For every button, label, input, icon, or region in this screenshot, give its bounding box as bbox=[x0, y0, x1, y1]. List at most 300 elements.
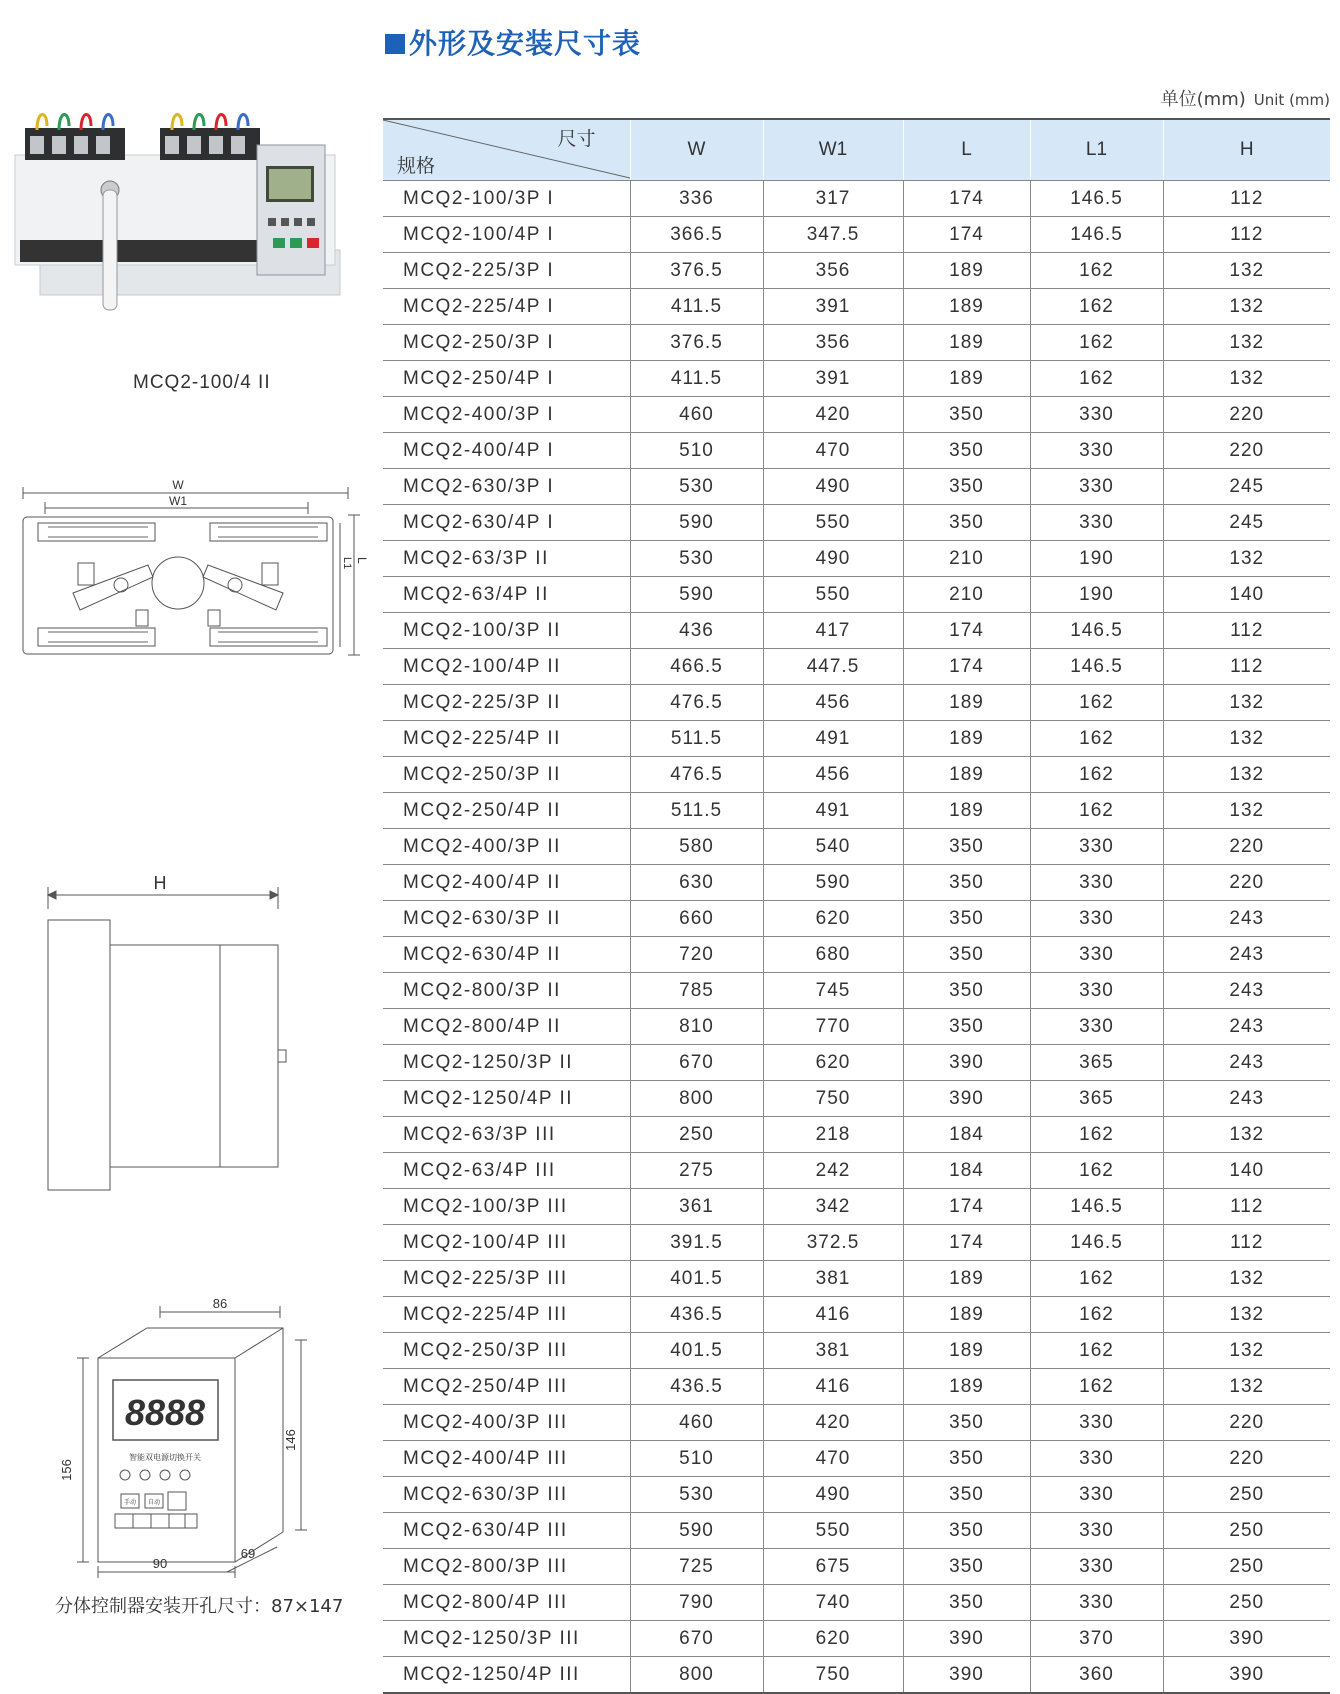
value-cell: 490 bbox=[763, 469, 903, 505]
table-row bbox=[383, 1189, 1330, 1225]
page-title-text: 外形及安装尺寸表 bbox=[409, 27, 642, 60]
table-row bbox=[383, 505, 1330, 541]
value-cell: 447.5 bbox=[763, 649, 903, 685]
value-cell: 184 bbox=[903, 1117, 1030, 1153]
model-cell: MCQ2-250/4P I bbox=[383, 361, 630, 397]
value-cell: 243 bbox=[1163, 901, 1330, 937]
value-cell: 132 bbox=[1163, 289, 1330, 325]
value-cell: 470 bbox=[763, 1441, 903, 1477]
value-cell: 330 bbox=[1030, 901, 1163, 937]
table-row bbox=[383, 397, 1330, 433]
value-cell: 390 bbox=[903, 1657, 1030, 1694]
value-cell: 189 bbox=[903, 685, 1030, 721]
value-cell: 189 bbox=[903, 1261, 1030, 1297]
table-row bbox=[383, 613, 1330, 649]
value-cell: 411.5 bbox=[630, 289, 763, 325]
value-cell: 243 bbox=[1163, 973, 1330, 1009]
col-header-l: L bbox=[903, 119, 1030, 181]
value-cell: 189 bbox=[903, 253, 1030, 289]
value-cell: 350 bbox=[903, 505, 1030, 541]
value-cell: 660 bbox=[630, 901, 763, 937]
value-cell: 490 bbox=[763, 541, 903, 577]
value-cell: 220 bbox=[1163, 1405, 1330, 1441]
model-cell: MCQ2-63/4P II bbox=[383, 577, 630, 613]
value-cell: 242 bbox=[763, 1153, 903, 1189]
value-cell: 620 bbox=[763, 901, 903, 937]
value-cell: 243 bbox=[1163, 1081, 1330, 1117]
table-row bbox=[383, 1081, 1330, 1117]
table-row bbox=[383, 901, 1330, 937]
value-cell: 356 bbox=[763, 325, 903, 361]
value-cell: 317 bbox=[763, 181, 903, 217]
value-cell: 220 bbox=[1163, 829, 1330, 865]
value-cell: 550 bbox=[763, 505, 903, 541]
table-row bbox=[383, 577, 1330, 613]
header-dim-label: 尺寸 bbox=[557, 128, 596, 150]
model-cell: MCQ2-63/3P II bbox=[383, 541, 630, 577]
value-cell: 132 bbox=[1163, 721, 1330, 757]
model-cell: MCQ2-100/3P II bbox=[383, 613, 630, 649]
value-cell: 785 bbox=[630, 973, 763, 1009]
cutout-caption: 分体控制器安装开孔尺寸：87×147 bbox=[55, 1596, 344, 1617]
model-cell: MCQ2-800/4P III bbox=[383, 1585, 630, 1621]
value-cell: 750 bbox=[763, 1657, 903, 1694]
table-row bbox=[383, 1621, 1330, 1657]
value-cell: 330 bbox=[1030, 469, 1163, 505]
value-cell: 720 bbox=[630, 937, 763, 973]
value-cell: 146.5 bbox=[1030, 649, 1163, 685]
value-cell: 381 bbox=[763, 1333, 903, 1369]
model-cell: MCQ2-800/4P II bbox=[383, 1009, 630, 1045]
value-cell: 250 bbox=[1163, 1585, 1330, 1621]
table-row bbox=[383, 433, 1330, 469]
side-view-drawing bbox=[40, 875, 290, 1195]
value-cell: 456 bbox=[763, 685, 903, 721]
table-row bbox=[383, 793, 1330, 829]
value-cell: 162 bbox=[1030, 361, 1163, 397]
value-cell: 350 bbox=[903, 1513, 1030, 1549]
value-cell: 250 bbox=[630, 1117, 763, 1153]
value-cell: 436 bbox=[630, 613, 763, 649]
value-cell: 330 bbox=[1030, 1405, 1163, 1441]
value-cell: 330 bbox=[1030, 1441, 1163, 1477]
value-cell: 162 bbox=[1030, 1261, 1163, 1297]
value-cell: 146.5 bbox=[1030, 613, 1163, 649]
value-cell: 411.5 bbox=[630, 361, 763, 397]
value-cell: 350 bbox=[903, 1477, 1030, 1513]
table-row bbox=[383, 1261, 1330, 1297]
value-cell: 162 bbox=[1030, 685, 1163, 721]
model-cell: MCQ2-225/3P II bbox=[383, 685, 630, 721]
value-cell: 330 bbox=[1030, 1009, 1163, 1045]
table-row bbox=[383, 649, 1330, 685]
value-cell: 350 bbox=[903, 469, 1030, 505]
value-cell: 132 bbox=[1163, 1261, 1330, 1297]
value-cell: 330 bbox=[1030, 505, 1163, 541]
value-cell: 132 bbox=[1163, 1297, 1330, 1333]
model-cell: MCQ2-100/3P III bbox=[383, 1189, 630, 1225]
model-cell: MCQ2-250/4P III bbox=[383, 1369, 630, 1405]
value-cell: 146.5 bbox=[1030, 1225, 1163, 1261]
value-cell: 740 bbox=[763, 1585, 903, 1621]
value-cell: 725 bbox=[630, 1549, 763, 1585]
model-cell: MCQ2-225/3P I bbox=[383, 253, 630, 289]
value-cell: 162 bbox=[1030, 1153, 1163, 1189]
model-cell: MCQ2-250/4P II bbox=[383, 793, 630, 829]
col-header-w1: W1 bbox=[763, 119, 903, 181]
value-cell: 330 bbox=[1030, 829, 1163, 865]
controller-panel-text: 智能双电源切换开关 bbox=[129, 1453, 201, 1462]
dimension-table bbox=[383, 118, 1330, 1694]
value-cell: 132 bbox=[1163, 325, 1330, 361]
value-cell: 391 bbox=[763, 289, 903, 325]
value-cell: 347.5 bbox=[763, 217, 903, 253]
dim-bottom: 90 bbox=[152, 1556, 168, 1571]
value-cell: 243 bbox=[1163, 1045, 1330, 1081]
value-cell: 184 bbox=[903, 1153, 1030, 1189]
table-row bbox=[383, 1441, 1330, 1477]
value-cell: 460 bbox=[630, 397, 763, 433]
value-cell: 162 bbox=[1030, 289, 1163, 325]
model-cell: MCQ2-250/3P I bbox=[383, 325, 630, 361]
value-cell: 162 bbox=[1030, 1333, 1163, 1369]
model-cell: MCQ2-250/3P III bbox=[383, 1333, 630, 1369]
model-cell: MCQ2-400/3P I bbox=[383, 397, 630, 433]
value-cell: 420 bbox=[763, 397, 903, 433]
value-cell: 356 bbox=[763, 253, 903, 289]
unit-note bbox=[1161, 85, 1330, 111]
value-cell: 342 bbox=[763, 1189, 903, 1225]
value-cell: 112 bbox=[1163, 1225, 1330, 1261]
model-cell: MCQ2-1250/3P III bbox=[383, 1621, 630, 1657]
value-cell: 350 bbox=[903, 1441, 1030, 1477]
value-cell: 800 bbox=[630, 1081, 763, 1117]
value-cell: 220 bbox=[1163, 433, 1330, 469]
table-row bbox=[383, 1153, 1330, 1189]
value-cell: 365 bbox=[1030, 1081, 1163, 1117]
value-cell: 350 bbox=[903, 973, 1030, 1009]
value-cell: 330 bbox=[1030, 397, 1163, 433]
value-cell: 162 bbox=[1030, 1297, 1163, 1333]
value-cell: 174 bbox=[903, 181, 1030, 217]
value-cell: 174 bbox=[903, 217, 1030, 253]
model-cell: MCQ2-225/3P III bbox=[383, 1261, 630, 1297]
value-cell: 416 bbox=[763, 1297, 903, 1333]
model-cell: MCQ2-630/4P II bbox=[383, 937, 630, 973]
model-cell: MCQ2-100/4P II bbox=[383, 649, 630, 685]
model-cell: MCQ2-630/4P III bbox=[383, 1513, 630, 1549]
value-cell: 162 bbox=[1030, 721, 1163, 757]
value-cell: 540 bbox=[763, 829, 903, 865]
value-cell: 390 bbox=[903, 1045, 1030, 1081]
side-h-label: H bbox=[153, 873, 167, 893]
value-cell: 390 bbox=[1163, 1657, 1330, 1694]
value-cell: 112 bbox=[1163, 181, 1330, 217]
value-cell: 417 bbox=[763, 613, 903, 649]
model-cell: MCQ2-400/3P III bbox=[383, 1405, 630, 1441]
table-row bbox=[383, 1297, 1330, 1333]
value-cell: 580 bbox=[630, 829, 763, 865]
value-cell: 390 bbox=[903, 1081, 1030, 1117]
value-cell: 132 bbox=[1163, 793, 1330, 829]
value-cell: 330 bbox=[1030, 937, 1163, 973]
value-cell: 330 bbox=[1030, 433, 1163, 469]
dim-right: 146 bbox=[283, 1429, 298, 1451]
value-cell: 162 bbox=[1030, 1117, 1163, 1153]
value-cell: 620 bbox=[763, 1045, 903, 1081]
value-cell: 330 bbox=[1030, 1513, 1163, 1549]
value-cell: 360 bbox=[1030, 1657, 1163, 1694]
value-cell: 132 bbox=[1163, 253, 1330, 289]
controller-drawing bbox=[55, 1296, 315, 1571]
model-cell: MCQ2-800/3P III bbox=[383, 1549, 630, 1585]
model-cell: MCQ2-400/4P III bbox=[383, 1441, 630, 1477]
unit-en: Unit (mm) bbox=[1253, 91, 1330, 109]
model-cell: MCQ2-400/4P II bbox=[383, 865, 630, 901]
value-cell: 620 bbox=[763, 1621, 903, 1657]
front-w-label: W bbox=[172, 478, 184, 492]
value-cell: 330 bbox=[1030, 865, 1163, 901]
value-cell: 350 bbox=[903, 1009, 1030, 1045]
model-cell: MCQ2-100/3P I bbox=[383, 181, 630, 217]
value-cell: 162 bbox=[1030, 325, 1163, 361]
table-row bbox=[383, 1045, 1330, 1081]
value-cell: 112 bbox=[1163, 217, 1330, 253]
value-cell: 189 bbox=[903, 757, 1030, 793]
value-cell: 675 bbox=[763, 1549, 903, 1585]
value-cell: 550 bbox=[763, 577, 903, 613]
value-cell: 350 bbox=[903, 829, 1030, 865]
value-cell: 401.5 bbox=[630, 1261, 763, 1297]
value-cell: 132 bbox=[1163, 1333, 1330, 1369]
value-cell: 401.5 bbox=[630, 1333, 763, 1369]
model-cell: MCQ2-225/4P III bbox=[383, 1297, 630, 1333]
dim-top: 86 bbox=[212, 1296, 228, 1311]
model-cell: MCQ2-630/4P I bbox=[383, 505, 630, 541]
value-cell: 466.5 bbox=[630, 649, 763, 685]
value-cell: 790 bbox=[630, 1585, 763, 1621]
model-cell: MCQ2-225/4P II bbox=[383, 721, 630, 757]
value-cell: 376.5 bbox=[630, 325, 763, 361]
value-cell: 590 bbox=[630, 577, 763, 613]
value-cell: 146.5 bbox=[1030, 181, 1163, 217]
model-cell: MCQ2-400/4P I bbox=[383, 433, 630, 469]
model-cell: MCQ2-630/3P II bbox=[383, 901, 630, 937]
value-cell: 370 bbox=[1030, 1621, 1163, 1657]
table-row bbox=[383, 1405, 1330, 1441]
value-cell: 220 bbox=[1163, 397, 1330, 433]
value-cell: 189 bbox=[903, 1297, 1030, 1333]
header-diagonal-cell bbox=[383, 119, 630, 181]
table-row bbox=[383, 1117, 1330, 1153]
table-row bbox=[383, 361, 1330, 397]
model-cell: MCQ2-400/3P II bbox=[383, 829, 630, 865]
model-cell: MCQ2-100/4P III bbox=[383, 1225, 630, 1261]
value-cell: 189 bbox=[903, 361, 1030, 397]
table-row bbox=[383, 325, 1330, 361]
value-cell: 210 bbox=[903, 577, 1030, 613]
table-row bbox=[383, 1657, 1330, 1694]
value-cell: 112 bbox=[1163, 613, 1330, 649]
value-cell: 510 bbox=[630, 433, 763, 469]
value-cell: 350 bbox=[903, 433, 1030, 469]
product-caption: MCQ2-100/4 II bbox=[133, 372, 271, 393]
value-cell: 491 bbox=[763, 721, 903, 757]
value-cell: 189 bbox=[903, 289, 1030, 325]
model-cell: MCQ2-63/3P III bbox=[383, 1117, 630, 1153]
value-cell: 530 bbox=[630, 469, 763, 505]
model-cell: MCQ2-1250/4P II bbox=[383, 1081, 630, 1117]
value-cell: 112 bbox=[1163, 649, 1330, 685]
value-cell: 390 bbox=[1163, 1621, 1330, 1657]
value-cell: 381 bbox=[763, 1261, 903, 1297]
value-cell: 350 bbox=[903, 901, 1030, 937]
product-photo bbox=[0, 100, 360, 330]
value-cell: 189 bbox=[903, 325, 1030, 361]
value-cell: 590 bbox=[763, 865, 903, 901]
front-w1-label: W1 bbox=[169, 494, 187, 508]
value-cell: 250 bbox=[1163, 1549, 1330, 1585]
value-cell: 590 bbox=[630, 505, 763, 541]
table-header-row bbox=[383, 119, 1330, 181]
value-cell: 174 bbox=[903, 1225, 1030, 1261]
title-square-icon bbox=[385, 34, 405, 54]
value-cell: 250 bbox=[1163, 1513, 1330, 1549]
value-cell: 350 bbox=[903, 1549, 1030, 1585]
table-row bbox=[383, 721, 1330, 757]
controller-display: 8888 bbox=[124, 1392, 206, 1433]
value-cell: 112 bbox=[1163, 1189, 1330, 1225]
value-cell: 800 bbox=[630, 1657, 763, 1694]
value-cell: 416 bbox=[763, 1369, 903, 1405]
table-row bbox=[383, 937, 1330, 973]
value-cell: 745 bbox=[763, 973, 903, 1009]
table-row bbox=[383, 829, 1330, 865]
value-cell: 189 bbox=[903, 793, 1030, 829]
model-cell: MCQ2-225/4P I bbox=[383, 289, 630, 325]
value-cell: 530 bbox=[630, 541, 763, 577]
table-row bbox=[383, 973, 1330, 1009]
value-cell: 330 bbox=[1030, 1549, 1163, 1585]
value-cell: 132 bbox=[1163, 1117, 1330, 1153]
value-cell: 456 bbox=[763, 757, 903, 793]
front-l1-label: L1 bbox=[341, 557, 353, 570]
value-cell: 590 bbox=[630, 1513, 763, 1549]
value-cell: 750 bbox=[763, 1081, 903, 1117]
table-row bbox=[383, 253, 1330, 289]
table-row bbox=[383, 1369, 1330, 1405]
table-row bbox=[383, 757, 1330, 793]
table-row bbox=[383, 469, 1330, 505]
controller-btn1: 手动 bbox=[123, 1499, 137, 1506]
value-cell: 476.5 bbox=[630, 757, 763, 793]
model-cell: MCQ2-800/3P II bbox=[383, 973, 630, 1009]
model-cell: MCQ2-630/3P III bbox=[383, 1477, 630, 1513]
table-row bbox=[383, 1009, 1330, 1045]
value-cell: 140 bbox=[1163, 577, 1330, 613]
value-cell: 275 bbox=[630, 1153, 763, 1189]
value-cell: 510 bbox=[630, 1441, 763, 1477]
value-cell: 391 bbox=[763, 361, 903, 397]
value-cell: 220 bbox=[1163, 1441, 1330, 1477]
value-cell: 350 bbox=[903, 397, 1030, 433]
value-cell: 220 bbox=[1163, 865, 1330, 901]
value-cell: 132 bbox=[1163, 757, 1330, 793]
unit-cn: 单位(mm) bbox=[1160, 89, 1246, 110]
value-cell: 770 bbox=[763, 1009, 903, 1045]
value-cell: 460 bbox=[630, 1405, 763, 1441]
value-cell: 162 bbox=[1030, 793, 1163, 829]
col-header-h: H bbox=[1163, 119, 1330, 181]
value-cell: 376.5 bbox=[630, 253, 763, 289]
value-cell: 146.5 bbox=[1030, 1189, 1163, 1225]
table-body bbox=[383, 181, 1330, 1694]
value-cell: 490 bbox=[763, 1477, 903, 1513]
value-cell: 210 bbox=[903, 541, 1030, 577]
model-cell: MCQ2-630/3P I bbox=[383, 469, 630, 505]
col-header-w: W bbox=[630, 119, 763, 181]
model-cell: MCQ2-1250/4P III bbox=[383, 1657, 630, 1694]
value-cell: 132 bbox=[1163, 541, 1330, 577]
value-cell: 190 bbox=[1030, 577, 1163, 613]
col-header-l1: L1 bbox=[1030, 119, 1163, 181]
value-cell: 350 bbox=[903, 1405, 1030, 1441]
value-cell: 132 bbox=[1163, 361, 1330, 397]
value-cell: 174 bbox=[903, 649, 1030, 685]
value-cell: 243 bbox=[1163, 1009, 1330, 1045]
value-cell: 189 bbox=[903, 1333, 1030, 1369]
table-row bbox=[383, 1333, 1330, 1369]
value-cell: 162 bbox=[1030, 1369, 1163, 1405]
value-cell: 146.5 bbox=[1030, 217, 1163, 253]
value-cell: 550 bbox=[763, 1513, 903, 1549]
value-cell: 330 bbox=[1030, 1477, 1163, 1513]
value-cell: 670 bbox=[630, 1621, 763, 1657]
value-cell: 476.5 bbox=[630, 685, 763, 721]
value-cell: 132 bbox=[1163, 685, 1330, 721]
value-cell: 511.5 bbox=[630, 793, 763, 829]
value-cell: 162 bbox=[1030, 757, 1163, 793]
value-cell: 132 bbox=[1163, 1369, 1330, 1405]
model-cell: MCQ2-1250/3P II bbox=[383, 1045, 630, 1081]
header-spec-label: 规格 bbox=[397, 155, 436, 177]
value-cell: 470 bbox=[763, 433, 903, 469]
value-cell: 361 bbox=[630, 1189, 763, 1225]
table-row bbox=[383, 181, 1330, 217]
value-cell: 511.5 bbox=[630, 721, 763, 757]
value-cell: 436.5 bbox=[630, 1369, 763, 1405]
model-cell: MCQ2-100/4P I bbox=[383, 217, 630, 253]
value-cell: 350 bbox=[903, 1585, 1030, 1621]
value-cell: 436.5 bbox=[630, 1297, 763, 1333]
model-cell: MCQ2-63/4P III bbox=[383, 1153, 630, 1189]
value-cell: 243 bbox=[1163, 937, 1330, 973]
front-l-label: L bbox=[355, 557, 369, 564]
table-row bbox=[383, 1225, 1330, 1261]
table-row bbox=[383, 685, 1330, 721]
table-row bbox=[383, 289, 1330, 325]
value-cell: 365 bbox=[1030, 1045, 1163, 1081]
table-row bbox=[383, 1585, 1330, 1621]
dim-depth: 69 bbox=[240, 1546, 256, 1561]
value-cell: 670 bbox=[630, 1045, 763, 1081]
value-cell: 250 bbox=[1163, 1477, 1330, 1513]
value-cell: 350 bbox=[903, 937, 1030, 973]
value-cell: 391.5 bbox=[630, 1225, 763, 1261]
dim-left: 156 bbox=[59, 1459, 74, 1481]
value-cell: 140 bbox=[1163, 1153, 1330, 1189]
table-row bbox=[383, 1513, 1330, 1549]
